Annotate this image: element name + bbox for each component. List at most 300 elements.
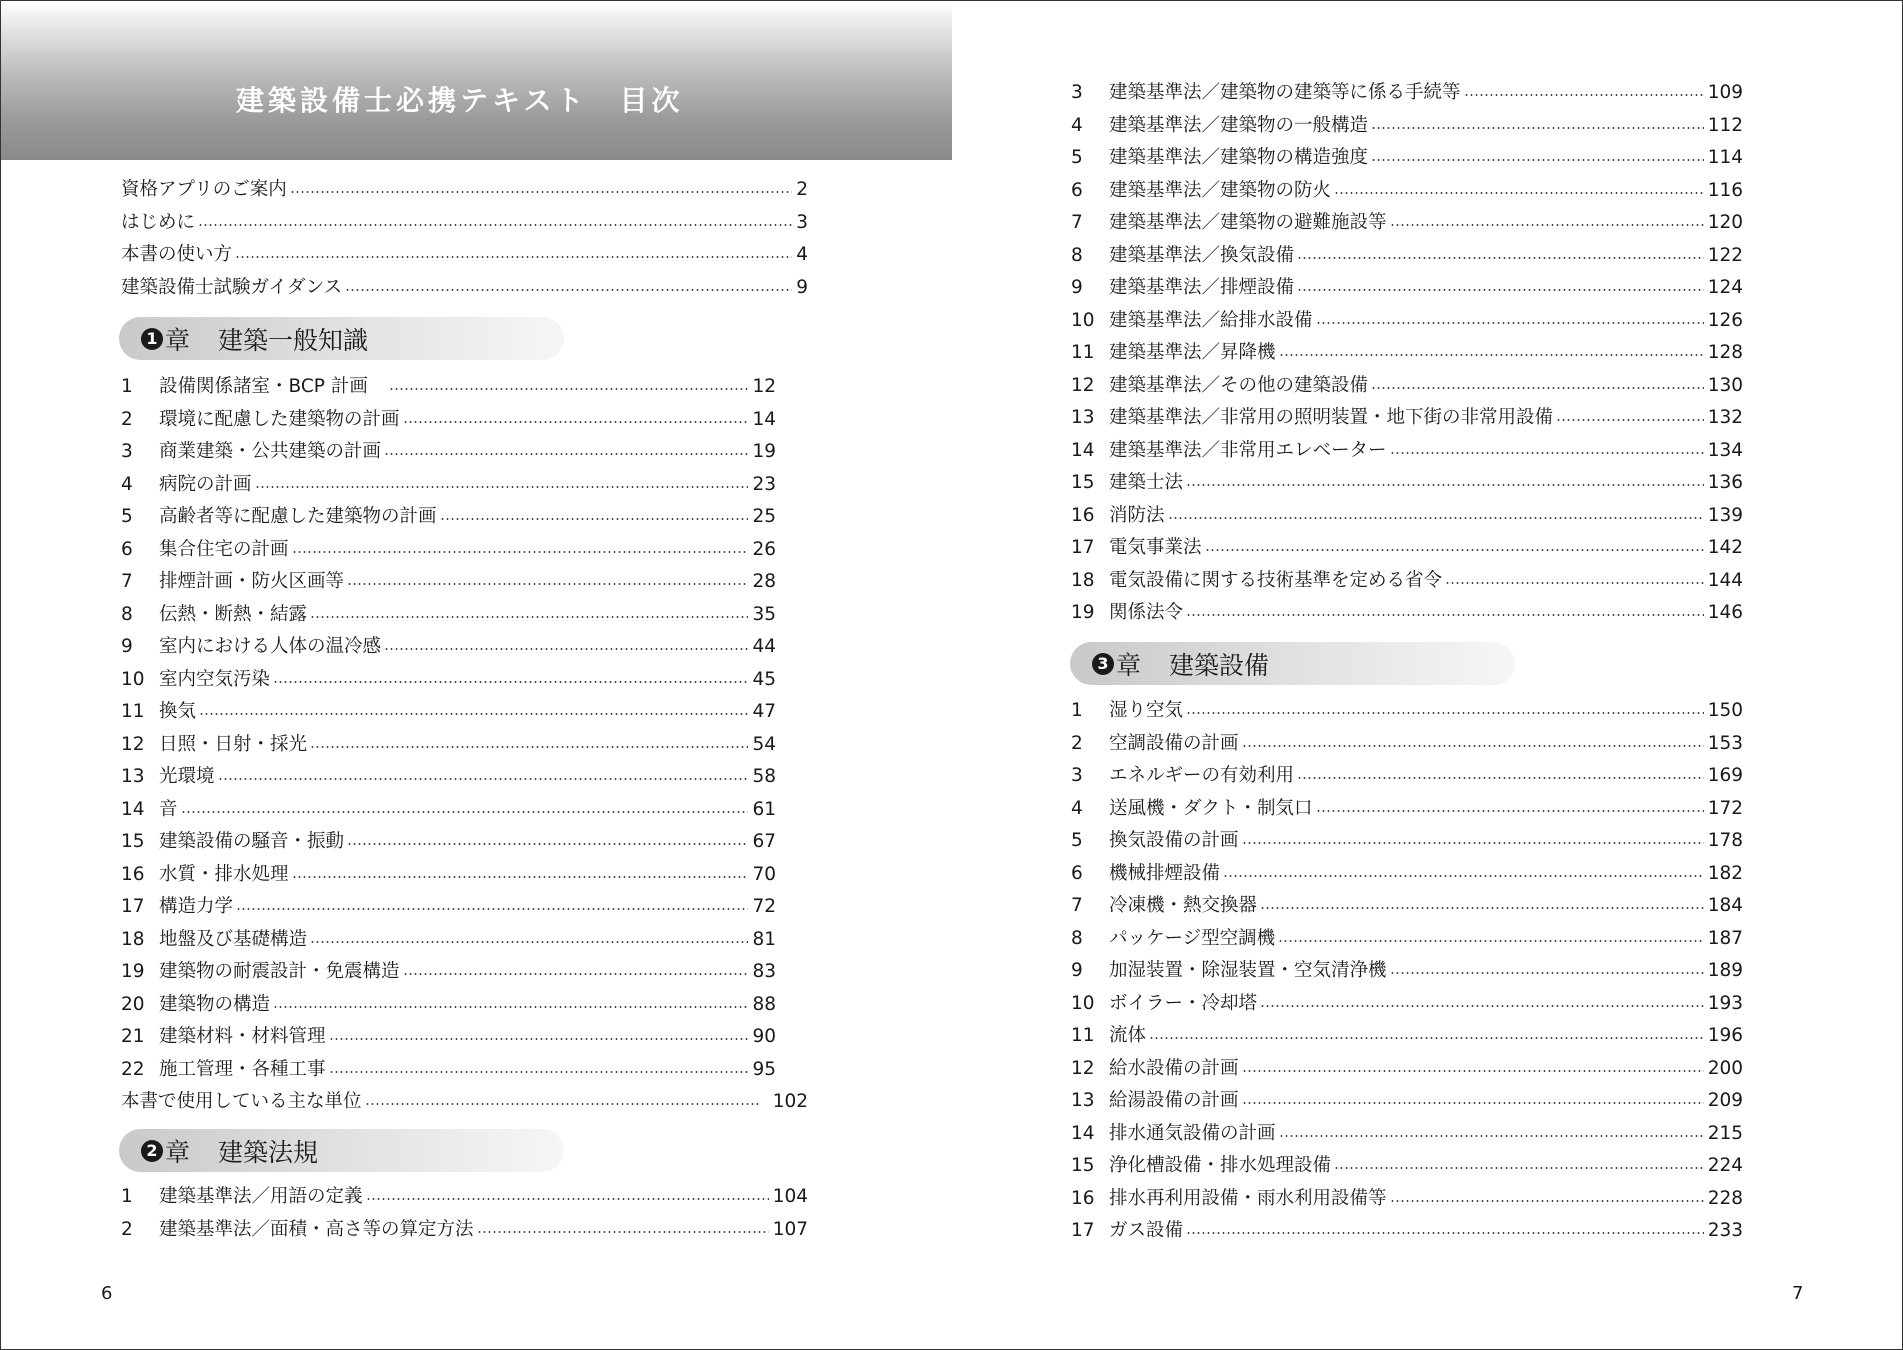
toc-entry-label: 集合住宅の計画 <box>159 538 289 560</box>
toc-entry-number: 7 <box>121 571 133 592</box>
dot-leader <box>347 843 748 845</box>
toc-entry <box>121 729 776 762</box>
toc-entry <box>1071 1215 1743 1248</box>
units-label: 本書で使用している主な単位 <box>121 1091 362 1112</box>
toc-entry-label: 建築設備の騒音・振動 <box>159 831 345 852</box>
toc-entry-label: 換気 <box>159 701 197 722</box>
dot-leader <box>477 1231 769 1233</box>
toc-entry-number: 3 <box>1071 82 1083 103</box>
chapter-1-number: 1 <box>141 328 163 350</box>
toc-entry <box>121 534 776 567</box>
dot-leader <box>1223 875 1704 877</box>
toc-entry-number: 9 <box>1071 960 1083 981</box>
toc-entry-number: 9 <box>1071 277 1083 298</box>
toc-entry-number: 16 <box>1071 1187 1095 1209</box>
toc-entry <box>121 859 776 892</box>
toc-entry-label: 機械排煙設備 <box>1109 862 1221 884</box>
chapter-2-list-left <box>121 1181 808 1246</box>
toc-entry-label: 建築基準法／昇降機 <box>1109 342 1276 363</box>
toc-entry <box>1071 565 1743 598</box>
toc-entry-label: 設備関係諸室・BCP 計画 <box>159 376 387 397</box>
dot-leader <box>1316 322 1704 324</box>
toc-entry-number: 2 <box>121 1218 133 1240</box>
toc-entry-number: 12 <box>1071 374 1095 396</box>
dot-leader <box>1334 192 1704 194</box>
chapter-3-number: 3 <box>1092 653 1114 675</box>
toc-entry-page: 2 <box>796 179 808 200</box>
toc-entry-page: 215 <box>1707 1122 1743 1144</box>
chapter-1-header <box>119 317 564 360</box>
toc-entry <box>121 599 776 632</box>
units-entry <box>121 1086 808 1119</box>
dot-leader <box>1242 1102 1704 1104</box>
toc-entry-label: 建築基準法／非常用エレベーター <box>1109 439 1387 461</box>
dot-leader <box>198 224 792 226</box>
toc-entry <box>1071 272 1743 305</box>
toc-entry-number: 19 <box>1071 602 1095 623</box>
chapter-3-header <box>1070 642 1515 685</box>
toc-entry-page: 142 <box>1707 537 1743 558</box>
toc-entry <box>1071 370 1743 403</box>
toc-entry-page: 126 <box>1707 309 1743 331</box>
dot-leader <box>347 583 748 585</box>
toc-entry-page: 193 <box>1707 992 1743 1014</box>
toc-entry-label: 環境に配慮した建築物の計画 <box>159 408 400 430</box>
toc-entry-number: 14 <box>1071 439 1095 461</box>
right-page <box>952 1 1903 1349</box>
toc-entry-number: 6 <box>1071 179 1083 201</box>
toc-entry-label: 送風機・ダクト・制気口 <box>1109 797 1313 819</box>
toc-entry-page: 196 <box>1707 1025 1743 1046</box>
toc-entry-label: 建築基準法／建築物の一般構造 <box>1109 114 1369 136</box>
toc-entry-page: 23 <box>752 473 776 495</box>
toc-entry-label: 本書の使い方 <box>121 244 233 265</box>
dot-leader <box>1242 1070 1704 1072</box>
toc-entry <box>121 1021 776 1054</box>
toc-entry <box>1071 467 1743 500</box>
toc-entry <box>121 761 776 794</box>
dot-leader <box>345 289 792 291</box>
toc-entry-number: 22 <box>121 1058 145 1080</box>
dot-leader <box>1316 810 1704 812</box>
toc-entry <box>1071 402 1743 435</box>
dot-leader <box>366 1198 769 1200</box>
toc-entry-page: 184 <box>1707 895 1743 916</box>
chapter-3-list <box>1071 695 1743 1248</box>
toc-entry-page: 233 <box>1707 1220 1743 1241</box>
toc-entry-number: 18 <box>1071 569 1095 591</box>
dot-leader <box>1242 842 1704 844</box>
toc-entry-page: 153 <box>1707 732 1743 754</box>
toc-entry-number: 6 <box>121 538 133 560</box>
toc-entry-label: 消防法 <box>1109 504 1165 526</box>
toc-entry-number: 14 <box>1071 1122 1095 1144</box>
dot-leader <box>273 681 748 683</box>
toc-entry-label: 建築物の耐震設計・免震構造 <box>159 961 400 982</box>
toc-entry-label: 光環境 <box>159 766 215 787</box>
toc-entry-label: 建築基準法／建築物の建築等に係る手続等 <box>1109 82 1461 103</box>
toc-entry-number: 15 <box>121 831 145 852</box>
toc-entry-label: 冷凍機・熱交換器 <box>1109 895 1258 916</box>
dot-leader <box>235 256 792 258</box>
toc-entry <box>1071 793 1743 826</box>
toc-entry <box>121 207 808 240</box>
toc-entry <box>1071 890 1743 923</box>
toc-entry-number: 17 <box>1071 537 1095 558</box>
toc-entry-page: 112 <box>1707 114 1743 136</box>
toc-entry-number: 2 <box>121 408 133 430</box>
toc-entry-label: 排煙計画・防火区画等 <box>159 571 345 592</box>
toc-entry-page: 35 <box>752 603 776 625</box>
front-matter-list <box>121 174 808 304</box>
toc-entry <box>1071 760 1743 793</box>
dot-leader <box>384 453 748 455</box>
toc-entry-label: エネルギーの有効利用 <box>1109 765 1295 786</box>
dot-leader <box>1445 582 1704 584</box>
toc-entry-number: 8 <box>1071 927 1083 949</box>
dot-leader <box>1205 549 1704 551</box>
title-bar <box>1 1 952 160</box>
toc-entry-number: 11 <box>121 701 145 722</box>
toc-entry-number: 16 <box>121 863 145 885</box>
chapter-2-title: 建築法規 <box>218 1137 319 1167</box>
toc-entry <box>1071 728 1743 761</box>
toc-entry <box>121 501 776 534</box>
toc-entry <box>1071 955 1743 988</box>
toc-entry-number: 13 <box>121 766 145 787</box>
toc-entry-number: 16 <box>1071 504 1095 526</box>
toc-entry-page: 54 <box>752 733 776 755</box>
dot-leader <box>1464 94 1704 96</box>
page-number-left: 6 <box>101 1283 113 1304</box>
toc-entry <box>121 436 776 469</box>
toc-entry <box>121 1054 776 1087</box>
dot-leader <box>1371 127 1704 129</box>
toc-entry-label: 加湿装置・除湿装置・空気清浄機 <box>1109 960 1387 981</box>
toc-entry-number: 21 <box>121 1026 145 1047</box>
toc-entry <box>1071 597 1743 630</box>
toc-entry-page: 14 <box>752 408 776 430</box>
dot-leader <box>440 518 749 520</box>
dot-leader <box>1556 419 1704 421</box>
toc-entry <box>1071 240 1743 273</box>
toc-entry <box>1071 207 1743 240</box>
toc-entry <box>121 371 776 404</box>
toc-entry <box>121 272 808 305</box>
toc-entry-label: 病院の計画 <box>159 473 252 495</box>
toc-entry <box>1071 825 1743 858</box>
chapter-2-list-right <box>1071 77 1743 630</box>
toc-entry-label: 給湯設備の計画 <box>1109 1090 1239 1111</box>
toc-entry-page: 67 <box>752 831 776 852</box>
toc-entry-label: 建築基準法／建築物の構造強度 <box>1109 147 1369 168</box>
toc-entry-label: 換気設備の計画 <box>1109 830 1239 851</box>
toc-entry-number: 10 <box>121 668 145 690</box>
units-page: 102 <box>772 1091 808 1112</box>
toc-entry-label: 資格アプリのご案内 <box>121 179 287 200</box>
dot-leader <box>236 908 748 910</box>
dot-leader <box>310 941 748 943</box>
toc-entry-label: 建築基準法／その他の建築設備 <box>1109 374 1369 396</box>
toc-entry <box>121 1181 808 1214</box>
toc-entry-number: 5 <box>121 506 133 527</box>
toc-entry-label: 建築基準法／排煙設備 <box>1109 277 1295 298</box>
toc-entry-label: 電気設備に関する技術基準を定める省令 <box>1109 569 1443 591</box>
toc-entry <box>121 631 776 664</box>
toc-entry-number: 15 <box>1071 472 1095 493</box>
dot-leader <box>1186 614 1704 616</box>
toc-entry-number: 4 <box>121 473 133 495</box>
toc-entry-page: 109 <box>1707 82 1743 103</box>
toc-entry-number: 7 <box>1071 212 1083 233</box>
toc-entry-page: 95 <box>752 1058 776 1080</box>
toc-entry-page: 182 <box>1707 862 1743 884</box>
toc-entry <box>121 566 776 599</box>
toc-entry <box>1071 1053 1743 1086</box>
toc-entry-page: 172 <box>1707 797 1743 819</box>
toc-entry-page: 130 <box>1707 374 1743 396</box>
toc-entry-page: 169 <box>1707 765 1743 786</box>
toc-entry-page: 224 <box>1707 1155 1743 1176</box>
toc-entry-page: 200 <box>1707 1057 1743 1079</box>
toc-entry-page: 107 <box>772 1218 808 1240</box>
dot-leader <box>1186 484 1704 486</box>
toc-entry-page: 124 <box>1707 277 1743 298</box>
toc-entry-page: 58 <box>752 766 776 787</box>
toc-entry-page: 122 <box>1707 244 1743 266</box>
dot-leader <box>403 421 749 423</box>
toc-entry-page: 139 <box>1707 504 1743 526</box>
toc-entry <box>121 469 776 502</box>
toc-entry <box>121 826 776 859</box>
toc-entry-page: 189 <box>1707 960 1743 981</box>
dot-leader <box>1186 1232 1704 1234</box>
dot-leader <box>1371 387 1704 389</box>
toc-entry-page: 114 <box>1707 147 1743 168</box>
toc-entry <box>121 794 776 827</box>
toc-entry-label: 空調設備の計画 <box>1109 732 1239 754</box>
toc-entry-label: 室内における人体の温冷感 <box>159 636 382 657</box>
dot-leader <box>365 1103 759 1105</box>
toc-entry-number: 12 <box>1071 1057 1095 1079</box>
dot-leader <box>384 648 748 650</box>
toc-entry-number: 9 <box>121 636 133 657</box>
toc-entry-number: 11 <box>1071 342 1095 363</box>
toc-entry-page: 47 <box>752 701 776 722</box>
toc-entry <box>1071 142 1743 175</box>
toc-entry-page: 26 <box>752 538 776 560</box>
toc-entry-page: 120 <box>1707 212 1743 233</box>
toc-entry-number: 5 <box>1071 147 1083 168</box>
toc-entry-label: 音 <box>159 798 178 820</box>
toc-entry-page: 72 <box>752 896 776 917</box>
chapter-1-word: 章 <box>165 325 191 355</box>
toc-entry-page: 150 <box>1707 700 1743 721</box>
dot-leader <box>329 1071 749 1073</box>
toc-entry-label: 建築基準法／建築物の防火 <box>1109 179 1332 201</box>
chapter-1-list <box>121 371 808 1119</box>
toc-entry <box>1071 1118 1743 1151</box>
dot-leader <box>1390 452 1704 454</box>
toc-entry-number: 5 <box>1071 830 1083 851</box>
toc-entry-label: 建築士法 <box>1109 472 1184 493</box>
toc-entry-number: 1 <box>121 376 133 397</box>
toc-entry-number: 20 <box>121 993 145 1015</box>
toc-entry <box>1071 988 1743 1021</box>
page-number-right: 7 <box>1792 1283 1804 1304</box>
dot-leader <box>1260 907 1704 909</box>
toc-entry-number: 8 <box>1071 244 1083 266</box>
toc-entry-number: 6 <box>1071 862 1083 884</box>
dot-leader <box>290 191 792 193</box>
toc-entry-number: 4 <box>1071 797 1083 819</box>
toc-entry <box>121 404 776 437</box>
toc-entry-page: 132 <box>1707 407 1743 428</box>
toc-entry <box>1071 858 1743 891</box>
toc-entry <box>1071 305 1743 338</box>
dot-leader <box>1279 1135 1704 1137</box>
toc-entry <box>1071 435 1743 468</box>
toc-entry <box>1071 77 1743 110</box>
toc-entry <box>1071 1020 1743 1053</box>
toc-entry-page: 116 <box>1707 179 1743 201</box>
dot-leader <box>273 1006 748 1008</box>
dot-leader <box>1297 289 1704 291</box>
dot-leader <box>1390 224 1704 226</box>
toc-entry-label: 関係法令 <box>1109 602 1184 623</box>
toc-entry-page: 19 <box>752 441 776 462</box>
toc-entry <box>121 239 808 272</box>
toc-entry <box>1071 110 1743 143</box>
dot-leader <box>329 1038 749 1040</box>
toc-entry-page: 28 <box>752 571 776 592</box>
toc-entry-label: 建築物の構造 <box>159 993 271 1015</box>
toc-entry-label: 電気事業法 <box>1109 537 1202 558</box>
toc-entry <box>1071 532 1743 565</box>
toc-entry-page: 12 <box>752 376 776 397</box>
toc-entry-page: 61 <box>752 798 776 820</box>
toc-entry-label: 室内空気汚染 <box>159 668 271 690</box>
dot-leader <box>218 778 749 780</box>
chapter-1-title: 建築一般知識 <box>218 325 369 355</box>
toc-entry <box>1071 337 1743 370</box>
dot-leader <box>1168 517 1704 519</box>
toc-entry-page: 187 <box>1707 927 1743 949</box>
toc-entry-number: 12 <box>121 733 145 755</box>
chapter-2-word: 章 <box>165 1137 191 1167</box>
dot-leader <box>389 388 748 390</box>
dot-leader <box>1186 712 1704 714</box>
toc-entry-label: 建築材料・材料管理 <box>159 1026 326 1047</box>
toc-entry-label: ボイラー・冷却塔 <box>1109 992 1258 1014</box>
toc-entry-label: パッケージ型空調機 <box>1109 927 1276 949</box>
toc-entry-label: 地盤及び基礎構造 <box>159 928 308 950</box>
dot-leader <box>1279 354 1704 356</box>
dot-leader <box>1297 777 1704 779</box>
toc-entry-number: 17 <box>121 896 145 917</box>
toc-entry-label: 施工管理・各種工事 <box>159 1058 326 1080</box>
toc-entry-label: 建築基準法／換気設備 <box>1109 244 1295 266</box>
toc-entry <box>121 174 808 207</box>
toc-entry-label: 建築基準法／建築物の避難施設等 <box>1109 212 1387 233</box>
toc-entry-number: 18 <box>121 928 145 950</box>
toc-entry-page: 44 <box>752 636 776 657</box>
toc-entry-page: 70 <box>752 863 776 885</box>
toc-entry-label: 建築設備士試験ガイダンス <box>121 276 343 298</box>
toc-entry-number: 10 <box>1071 309 1095 331</box>
dot-leader <box>1334 1167 1704 1169</box>
toc-entry-number: 8 <box>121 603 133 625</box>
toc-entry-label: はじめに <box>121 211 196 233</box>
toc-entry <box>1071 500 1743 533</box>
toc-entry <box>121 956 776 989</box>
toc-entry-label: 構造力学 <box>159 896 234 917</box>
toc-entry <box>121 989 776 1022</box>
toc-entry-page: 4 <box>796 244 808 265</box>
toc-entry-page: 134 <box>1707 439 1743 461</box>
dot-leader <box>1297 257 1704 259</box>
toc-entry-label: 建築基準法／給排水設備 <box>1109 309 1313 331</box>
toc-entry-label: 浄化槽設備・排水処理設備 <box>1109 1155 1332 1176</box>
toc-entry-page: 90 <box>752 1026 776 1047</box>
toc-entry <box>1071 695 1743 728</box>
dot-leader <box>181 811 749 813</box>
toc-entry-page: 209 <box>1707 1090 1743 1111</box>
dot-leader <box>1242 745 1704 747</box>
toc-entry <box>1071 1150 1743 1183</box>
toc-entry-page: 178 <box>1707 830 1743 851</box>
dot-leader <box>1278 940 1704 942</box>
toc-entry-number: 7 <box>1071 895 1083 916</box>
toc-entry-page: 146 <box>1707 602 1743 623</box>
toc-entry-number: 1 <box>121 1186 133 1207</box>
chapter-2-header <box>119 1129 564 1172</box>
toc-entry-number: 13 <box>1071 407 1095 428</box>
toc-entry-number: 10 <box>1071 992 1095 1014</box>
toc-entry-label: 建築基準法／非常用の照明装置・地下街の非常用設備 <box>1109 407 1554 428</box>
toc-entry-number: 2 <box>1071 732 1083 754</box>
toc-entry-label: ガス設備 <box>1109 1220 1184 1241</box>
toc-entry-label: 建築基準法／用語の定義 <box>159 1186 363 1207</box>
dot-leader <box>1371 159 1704 161</box>
toc-entry-label: 給水設備の計画 <box>1109 1057 1239 1079</box>
toc-entry <box>121 664 776 697</box>
toc-entry <box>1071 1085 1743 1118</box>
toc-entry-page: 128 <box>1707 342 1743 363</box>
toc-entry-page: 144 <box>1707 569 1743 591</box>
dot-leader <box>310 746 748 748</box>
dot-leader <box>292 876 749 878</box>
toc-entry-page: 3 <box>796 211 808 233</box>
chapter-3-word: 章 <box>1116 650 1142 680</box>
toc-entry-label: 高齢者等に配慮した建築物の計画 <box>159 506 437 527</box>
dot-leader <box>310 616 748 618</box>
toc-title: 建築設備士必携テキスト 目次 <box>236 84 684 117</box>
toc-entry-page: 9 <box>796 276 808 298</box>
dot-leader <box>199 713 748 715</box>
toc-entry-page: 88 <box>752 993 776 1015</box>
left-page <box>1 1 952 1349</box>
toc-entry-label: 排水通気設備の計画 <box>1109 1122 1276 1144</box>
toc-entry-number: 4 <box>1071 114 1083 136</box>
toc-entry-page: 81 <box>752 928 776 950</box>
toc-entry-label: 湿り空気 <box>1109 700 1184 721</box>
toc-entry-number: 19 <box>121 961 145 982</box>
toc-entry-label: 伝熱・断熱・結露 <box>159 603 308 625</box>
toc-entry-page: 228 <box>1707 1187 1743 1209</box>
toc-entry-label: 排水再利用設備・雨水利用設備等 <box>1109 1187 1387 1209</box>
dot-leader <box>1260 1005 1704 1007</box>
